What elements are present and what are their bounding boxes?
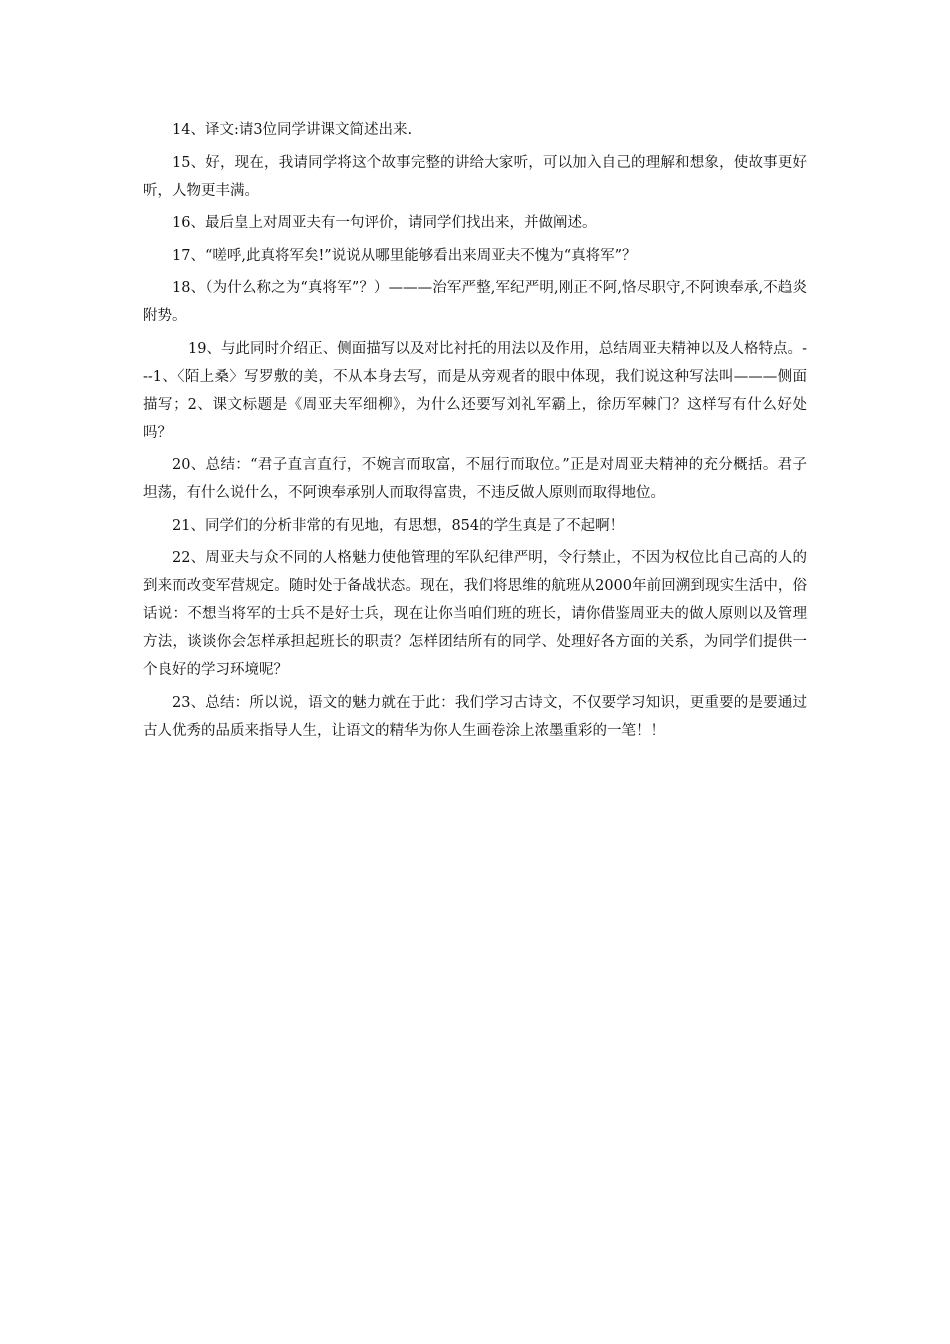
paragraph-20: 20、总结：“君子直言直行，不婉言而取富，不屈行而取位。”正是对周亚夫精神的充分概括。君子坦荡，有什么说什么，不阿谀奉承别人而取得富贵，不违反做人原则而取得地位。: [143, 457, 807, 501]
document-body: [143, 116, 807, 749]
paragraph-18: 18、（为什么称之为“真将军”？）———治军严整,军纪严明,刚正不阿,恪尽职守,不阿谀奉承,不趋炎附势。: [143, 280, 807, 324]
paragraph-21: 21、同学们的分析非常的有见地，有思想，854的学生真是了不起啊！: [172, 517, 625, 534]
paragraph-14: 14、译文:请3位同学讲课文简述出来.: [172, 122, 413, 138]
paragraph-15: 15、好，现在，我请同学将这个故事完整的讲给大家听，可以加入自己的理解和想象，使故事更好听，人物更丰满。: [143, 154, 807, 199]
paragraph-16: 16、最后皇上对周亚夫有一句评价，请同学们找出来，并做阐述。: [172, 215, 597, 231]
paragraph-17: 17、“嗟呼,此真将军矣!”说说从哪里能够看出来周亚夫不愧为“真将军”？: [172, 247, 637, 264]
paragraph-19: 19、与此同时介绍正、侧面描写以及对比衬托的用法以及作用，总结周亚夫精神以及人格特点。---1、〈陌上桑〉写罗敷的美，不从本身去写，而是从旁观者的眼中体现，我们说这种写法叫———侧面描写；2、课文标题是《周亚夫军细柳》，为什么还要写刘礼军霸上，徐历军棘门？这样写有什么好处吗？: [143, 340, 807, 441]
paragraph-22: 22、周亚夫与众不同的人格魅力使他管理的军队纪律严明，令行禁止，不因为权位比自己高的人的到来而改变军营规定。随时处于备战状态。现在，我们将思维的航班从2000年前回溯到现实生活中，俗话说：不想当将军的士兵不是好士兵，现在让你当咱们班的班长，请你借鉴周亚夫的做人原则以及管理方法，谈谈你会怎样承担起班长的职责？怎样团结所有的同学、处理好各方面的关系，为同学们提供一个良好的学习环境呢？: [143, 550, 807, 678]
paragraph-23: 23、总结：所以说，语文的魅力就在于此：我们学习古诗文，不仅要学习知识，更重要的是要通过古人优秀的品质来指导人生，让语文的精华为你人生画卷涂上浓墨重彩的一笔！！: [143, 694, 807, 739]
